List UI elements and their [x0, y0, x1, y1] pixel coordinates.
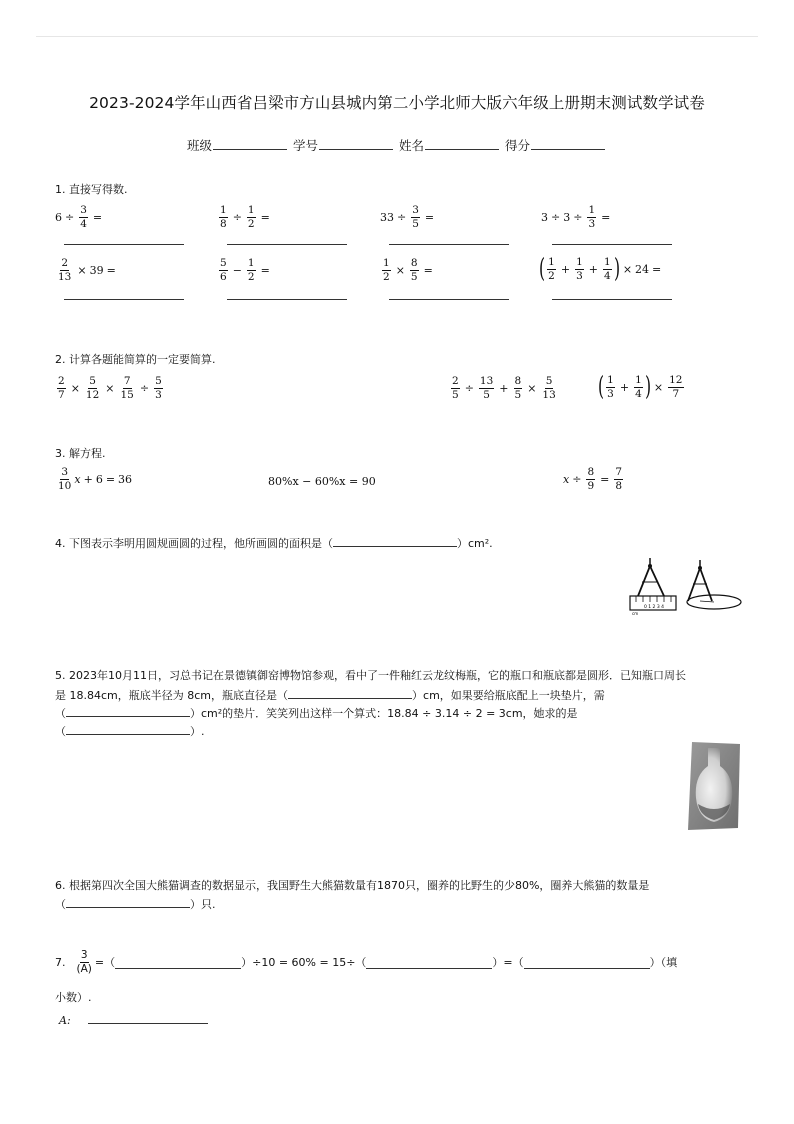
- question-2-label: 2. 计算各题能简算的一定要简算.: [55, 353, 216, 366]
- question-7-line-2: 小数）.: [55, 991, 92, 1004]
- name-field[interactable]: 姓名: [399, 136, 501, 154]
- q2-expression-3: ( $\frac{1}{3}$ + $\frac{1}{4}$ ) × $\frac{12}{7}$: [598, 372, 683, 402]
- q1-item-a4: 3 ÷ 3 ÷ $\frac{1}{3}$ =: [541, 204, 611, 230]
- q7-blank-1[interactable]: [115, 956, 241, 969]
- q7-fraction: $\frac{3}{(A)}$: [76, 949, 92, 975]
- q2-expression-1: $\frac{2}{7}$ × $\frac{5}{12}$ × $\frac{7}{15}$ ÷ $\frac{5}{3}$: [58, 375, 162, 401]
- top-rule: [36, 36, 758, 37]
- q1-item-b1: $\frac{2}{13}$ × 39 =: [58, 257, 116, 283]
- svg-text:0 1 2 3 4: 0 1 2 3 4: [643, 605, 665, 610]
- q1-item-b3: $\frac{1}{2}$ × $\frac{8}{5}$ =: [383, 257, 433, 283]
- svg-text:cm: cm: [632, 611, 639, 616]
- q1-item-a2: $\frac{1}{8}$ ÷ $\frac{1}{2}$ =: [220, 204, 270, 230]
- q6-answer-blank[interactable]: [66, 895, 190, 908]
- vase-photo: [688, 742, 740, 830]
- question-5-line-2: 是 18.84cm，瓶底半径为 8cm，瓶底直径是（ ）cm，如果要给瓶底配上一块垫片，需: [55, 686, 605, 703]
- q7-blank-2[interactable]: [366, 956, 492, 969]
- q1-item-b2: $\frac{5}{6}$ − $\frac{1}{2}$ =: [220, 257, 270, 283]
- q2-expression-2: $\frac{2}{5}$ ÷ $\frac{13}{5}$ + $\frac{8}{5}$ × $\frac{5}{13}$: [452, 375, 556, 401]
- class-field[interactable]: 班级: [187, 136, 289, 154]
- q3-equation-2: 80%x − 60%x = 90: [268, 475, 376, 488]
- q1-answer-b3[interactable]: [389, 299, 509, 300]
- student-info-row: [0, 136, 794, 154]
- q3-equation-1: $\frac{3}{10}$ x + 6 = 36: [58, 466, 133, 492]
- q1-answer-b4[interactable]: [552, 299, 672, 300]
- q7-answer-a-line[interactable]: [88, 1023, 208, 1024]
- question-3-label: 3. 解方程.: [55, 447, 106, 460]
- q1-answer-a3[interactable]: [389, 244, 509, 245]
- q1-answer-b2[interactable]: [227, 299, 347, 300]
- page-title: 2023-2024学年山西省吕梁市方山县城内第二小学北师大版六年级上册期末测试数学试卷: [89, 94, 705, 112]
- q1-answer-a4[interactable]: [552, 244, 672, 245]
- q4-answer-blank[interactable]: [333, 534, 457, 547]
- q7-blank-3[interactable]: [524, 956, 650, 969]
- q5-area-blank[interactable]: [66, 704, 190, 717]
- q1-item-b4: ( $\frac{1}{2}$ + $\frac{1}{3}$ + $\frac{1}{4}$ ) × 24 =: [539, 254, 662, 284]
- q5-meaning-blank[interactable]: [66, 722, 190, 735]
- q3-equation-3: x ÷ $\frac{8}{9}$ = $\frac{7}{8}$: [563, 466, 623, 492]
- question-6-line-2: （ ）只.: [55, 895, 216, 912]
- q5-diameter-blank[interactable]: [288, 686, 412, 699]
- q1-item-a1: 6 ÷ $\frac{3}{4}$ =: [55, 204, 103, 230]
- question-1-label: 1. 直接写得数.: [55, 183, 128, 196]
- q1-answer-a2[interactable]: [227, 244, 347, 245]
- q1-answer-a1[interactable]: [64, 244, 184, 245]
- question-5-line-1: 5. 2023年10月11日，习总书记在景德镇御窑博物馆参观，看中了一件釉红云龙纹梅瓶，它的瓶口和瓶底都是圆形．已知瓶口周长: [55, 669, 686, 682]
- student-id-field[interactable]: 学号: [293, 136, 395, 154]
- question-5-line-4: （ ）.: [55, 722, 205, 739]
- score-field[interactable]: 得分: [505, 136, 607, 154]
- compass-drawing-figure: [624, 552, 746, 618]
- q1-answer-b1[interactable]: [64, 299, 184, 300]
- q7-answer-label: A:: [59, 1014, 71, 1027]
- question-4-text: 4. 下图表示李明用圆规画圆的过程，他所画圆的面积是（ ）cm².: [55, 534, 493, 551]
- question-6-line-1: 6. 根据第四次全国大熊猫调查的数据显示，我国野生大熊猫数量有1870只，圈养的比野生的少80%，圈养大熊猫的数量是: [55, 879, 650, 892]
- question-5-line-3: （ ）cm²的垫片．笑笑列出这样一个算式：18.84 ÷ 3.14 ÷ 2 = 3cm，她求的是: [55, 704, 578, 721]
- question-7-line-1: 7. $\frac{3}{(A)}$ =（ ）÷10 = 60% = 15÷（ ）=（ ）（填: [55, 949, 678, 975]
- q1-item-a3: 33 ÷ $\frac{3}{5}$ =: [380, 204, 435, 230]
